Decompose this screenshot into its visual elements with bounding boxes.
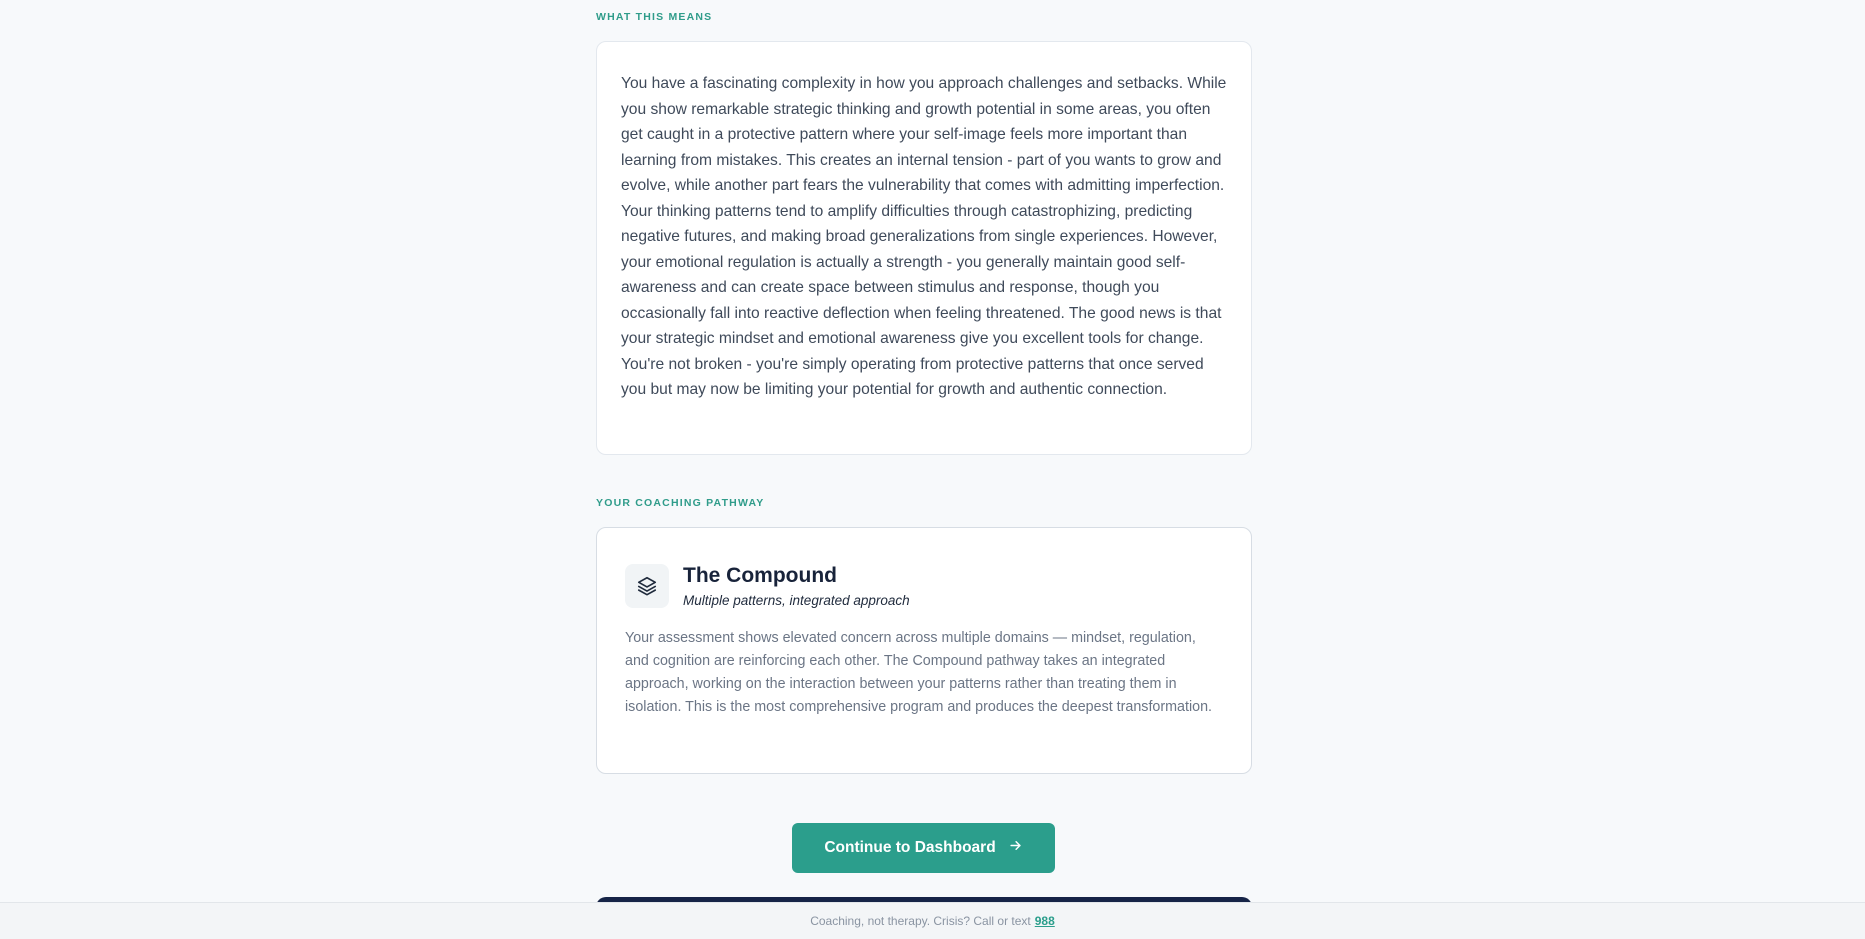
crisis-number-link[interactable]: 988: [1034, 914, 1055, 928]
footer-text: Coaching, not therapy. Crisis? Call or text: [810, 914, 1031, 928]
pathway-subtitle: Multiple patterns, integrated approach: [683, 593, 910, 608]
arrow-right-icon: [1008, 838, 1023, 858]
meaning-text: You have a fascinating complexity in how you approach challenges and setbacks. While you show remarkable strategic thinking and growth potential in some areas, you often get caught in a protective pattern where your self-image feels more important than learning from mistakes. This creates an internal tension - part of you wants to grow and evolve, while another part fears the vulnerability that comes with admitting imperfection. Your thinking patterns tend to amplify difficulties through catastrophizing, predicting negative futures, and making broad generalizations from single experiences. However, your emotional regulation is actually a strength - you generally maintain good self-awareness and can create space between stimulus and response, though you occasionally fall into reactive deflection when feeling threatened. The good news is that your strategic mindset and emotional awareness give you excellent tools for change. You're not broken - you're simply operating from protective patterns that once served you but may now be limiting your potential for growth and authentic connection.: [621, 75, 1227, 398]
meaning-card: [596, 41, 1252, 455]
pathway-header: [625, 562, 1223, 608]
pathway-titles: [683, 562, 910, 608]
coaching-pathway-label: YOUR COACHING PATHWAY: [596, 497, 765, 509]
layers-icon: [625, 564, 669, 608]
continue-button-label: Continue to Dashboard: [824, 839, 996, 856]
pathway-card: [596, 527, 1252, 774]
what-this-means-label: WHAT THIS MEANS: [596, 11, 713, 23]
pathway-description: Your assessment shows elevated concern across multiple domains — mindset, regulation, and cognition are reinforcing each other. The Compound pathway takes an integrated approach, working on the interaction between your patterns rather than treating them in isolation. This is the most comprehensive program and produces the deepest transformation.: [625, 630, 1213, 715]
continue-to-dashboard-button[interactable]: [792, 823, 1055, 873]
pathway-title: The Compound: [683, 564, 837, 587]
footer-disclaimer: [0, 902, 1865, 939]
